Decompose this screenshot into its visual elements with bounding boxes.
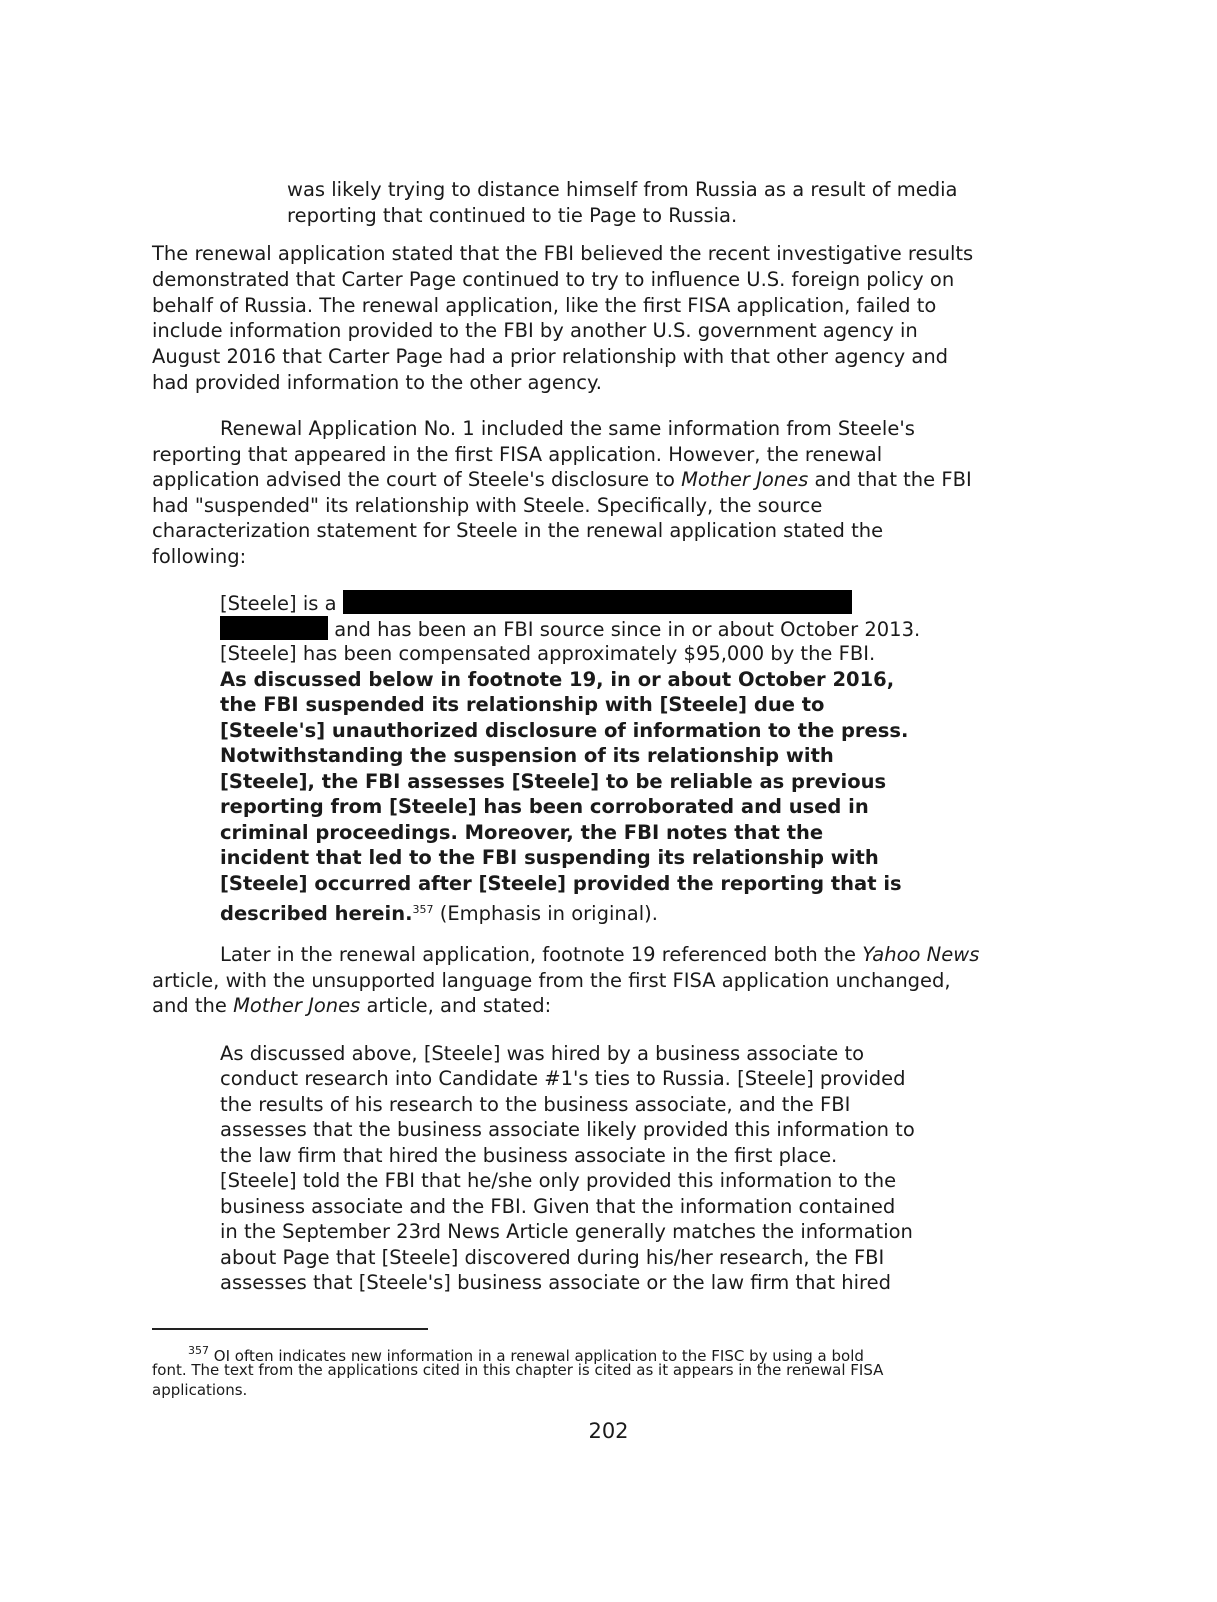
redaction-bar <box>343 590 852 614</box>
publication-title: Mother Jones <box>681 468 809 491</box>
footnote-number: 357 <box>188 1344 209 1357</box>
quote-line: was likely trying to distance himself from Russia as a result of media <box>287 178 958 201</box>
text-span: and that the FBI <box>808 468 972 491</box>
quote-line-bold: incident that led to the FBI suspending its relationship with <box>220 846 879 869</box>
quote-line <box>220 897 658 927</box>
quote-line-bold: [Steele], the FBI assesses [Steele] to be reliable as previous <box>220 770 887 793</box>
text-span: OI often indicates new information in a renewal application to the FISC by using a bold <box>209 1347 864 1365</box>
quote-line: about Page that [Steele] discovered during his/her research, the FBI <box>220 1246 885 1269</box>
quote-line-bold: criminal proceedings. Moreover, the FBI notes that the <box>220 821 824 844</box>
paragraph-line: The renewal application stated that the FBI believed the recent investigative results <box>152 242 974 265</box>
text-span-bold: described herein. <box>220 902 413 925</box>
paragraph-line: Renewal Application No. 1 included the same information from Steele's <box>220 417 915 440</box>
text-span: application advised the court of Steele's disclosure to <box>152 468 682 491</box>
quote-line: assesses that the business associate likely provided this information to <box>220 1118 915 1141</box>
publication-title: Yahoo News <box>862 943 980 966</box>
quote-line-bold: [Steele's] unauthorized disclosure of information to the press. <box>220 719 909 742</box>
quote-line: business associate and the FBI. Given that the information contained <box>220 1195 896 1218</box>
text-span: [Steele] is a <box>220 592 337 615</box>
quote-line <box>220 616 920 643</box>
quote-line: in the September 23rd News Article generally matches the information <box>220 1220 913 1243</box>
paragraph-line <box>152 467 972 493</box>
quote-line: [Steele] has been compensated approximately $95,000 by the FBI. <box>220 642 876 665</box>
quote-line <box>220 590 852 617</box>
quote-line-bold: reporting from [Steele] has been corroborated and used in <box>220 795 869 818</box>
text-span: Later in the renewal application, footnote 19 referenced both the <box>220 943 863 966</box>
quote-line: [Steele] told the FBI that he/she only provided this information to the <box>220 1169 897 1192</box>
quote-line: As discussed above, [Steele] was hired by a business associate to <box>220 1042 865 1065</box>
paragraph-line: reporting that appeared in the first FISA application. However, the renewal <box>152 443 883 466</box>
paragraph-line: had "suspended" its relationship with Steele. Specifically, the source <box>152 494 823 517</box>
footnote-divider <box>152 1328 428 1330</box>
quote-line: the results of his research to the business associate, and the FBI <box>220 1093 851 1116</box>
publication-title: Mother Jones <box>233 994 361 1017</box>
paragraph-line: demonstrated that Carter Page continued to try to influence U.S. foreign policy on <box>152 268 955 291</box>
text-span: and has been an FBI source since in or about October 2013. <box>334 618 921 641</box>
quote-line-bold: [Steele] occurred after [Steele] provided the reporting that is <box>220 872 902 895</box>
quote-line: conduct research into Candidate #1's ties to Russia. [Steele] provided <box>220 1067 906 1090</box>
footnote-line: font. The text from the applications cited in this chapter is cited as it appears in the renewal FISA <box>152 1361 884 1379</box>
paragraph-line: following: <box>152 545 247 568</box>
quote-line-bold: the FBI suspended its relationship with [Steele] due to <box>220 693 825 716</box>
quote-line-bold: As discussed below in footnote 19, in or about October 2016, <box>220 668 895 691</box>
redaction-bar <box>220 616 328 640</box>
quote-line: assesses that [Steele's] business associate or the law firm that hired <box>220 1271 891 1294</box>
paragraph-line: had provided information to the other agency. <box>152 371 602 394</box>
paragraph-line <box>220 942 979 968</box>
footnote-reference[interactable]: 357 <box>412 903 434 916</box>
paragraph-line <box>152 993 551 1019</box>
text-span: and the <box>152 994 234 1017</box>
quote-line-bold: Notwithstanding the suspension of its relationship with <box>220 744 834 767</box>
paragraph-line: article, with the unsupported language from the first FISA application unchanged, <box>152 969 951 992</box>
text-span: (Emphasis in original). <box>433 902 658 925</box>
page-number: 202 <box>588 1419 629 1443</box>
text-span: article, and stated: <box>360 994 552 1017</box>
paragraph-line: August 2016 that Carter Page had a prior relationship with that other agency and <box>152 345 949 368</box>
quote-line: reporting that continued to tie Page to Russia. <box>287 204 738 227</box>
paragraph-line: include information provided to the FBI by another U.S. government agency in <box>152 319 918 342</box>
footnote-line: applications. <box>152 1381 248 1399</box>
paragraph-line: behalf of Russia. The renewal application, like the first FISA application, failed to <box>152 294 937 317</box>
paragraph-line: characterization statement for Steele in the renewal application stated the <box>152 519 884 542</box>
quote-line: the law firm that hired the business associate in the first place. <box>220 1144 838 1167</box>
